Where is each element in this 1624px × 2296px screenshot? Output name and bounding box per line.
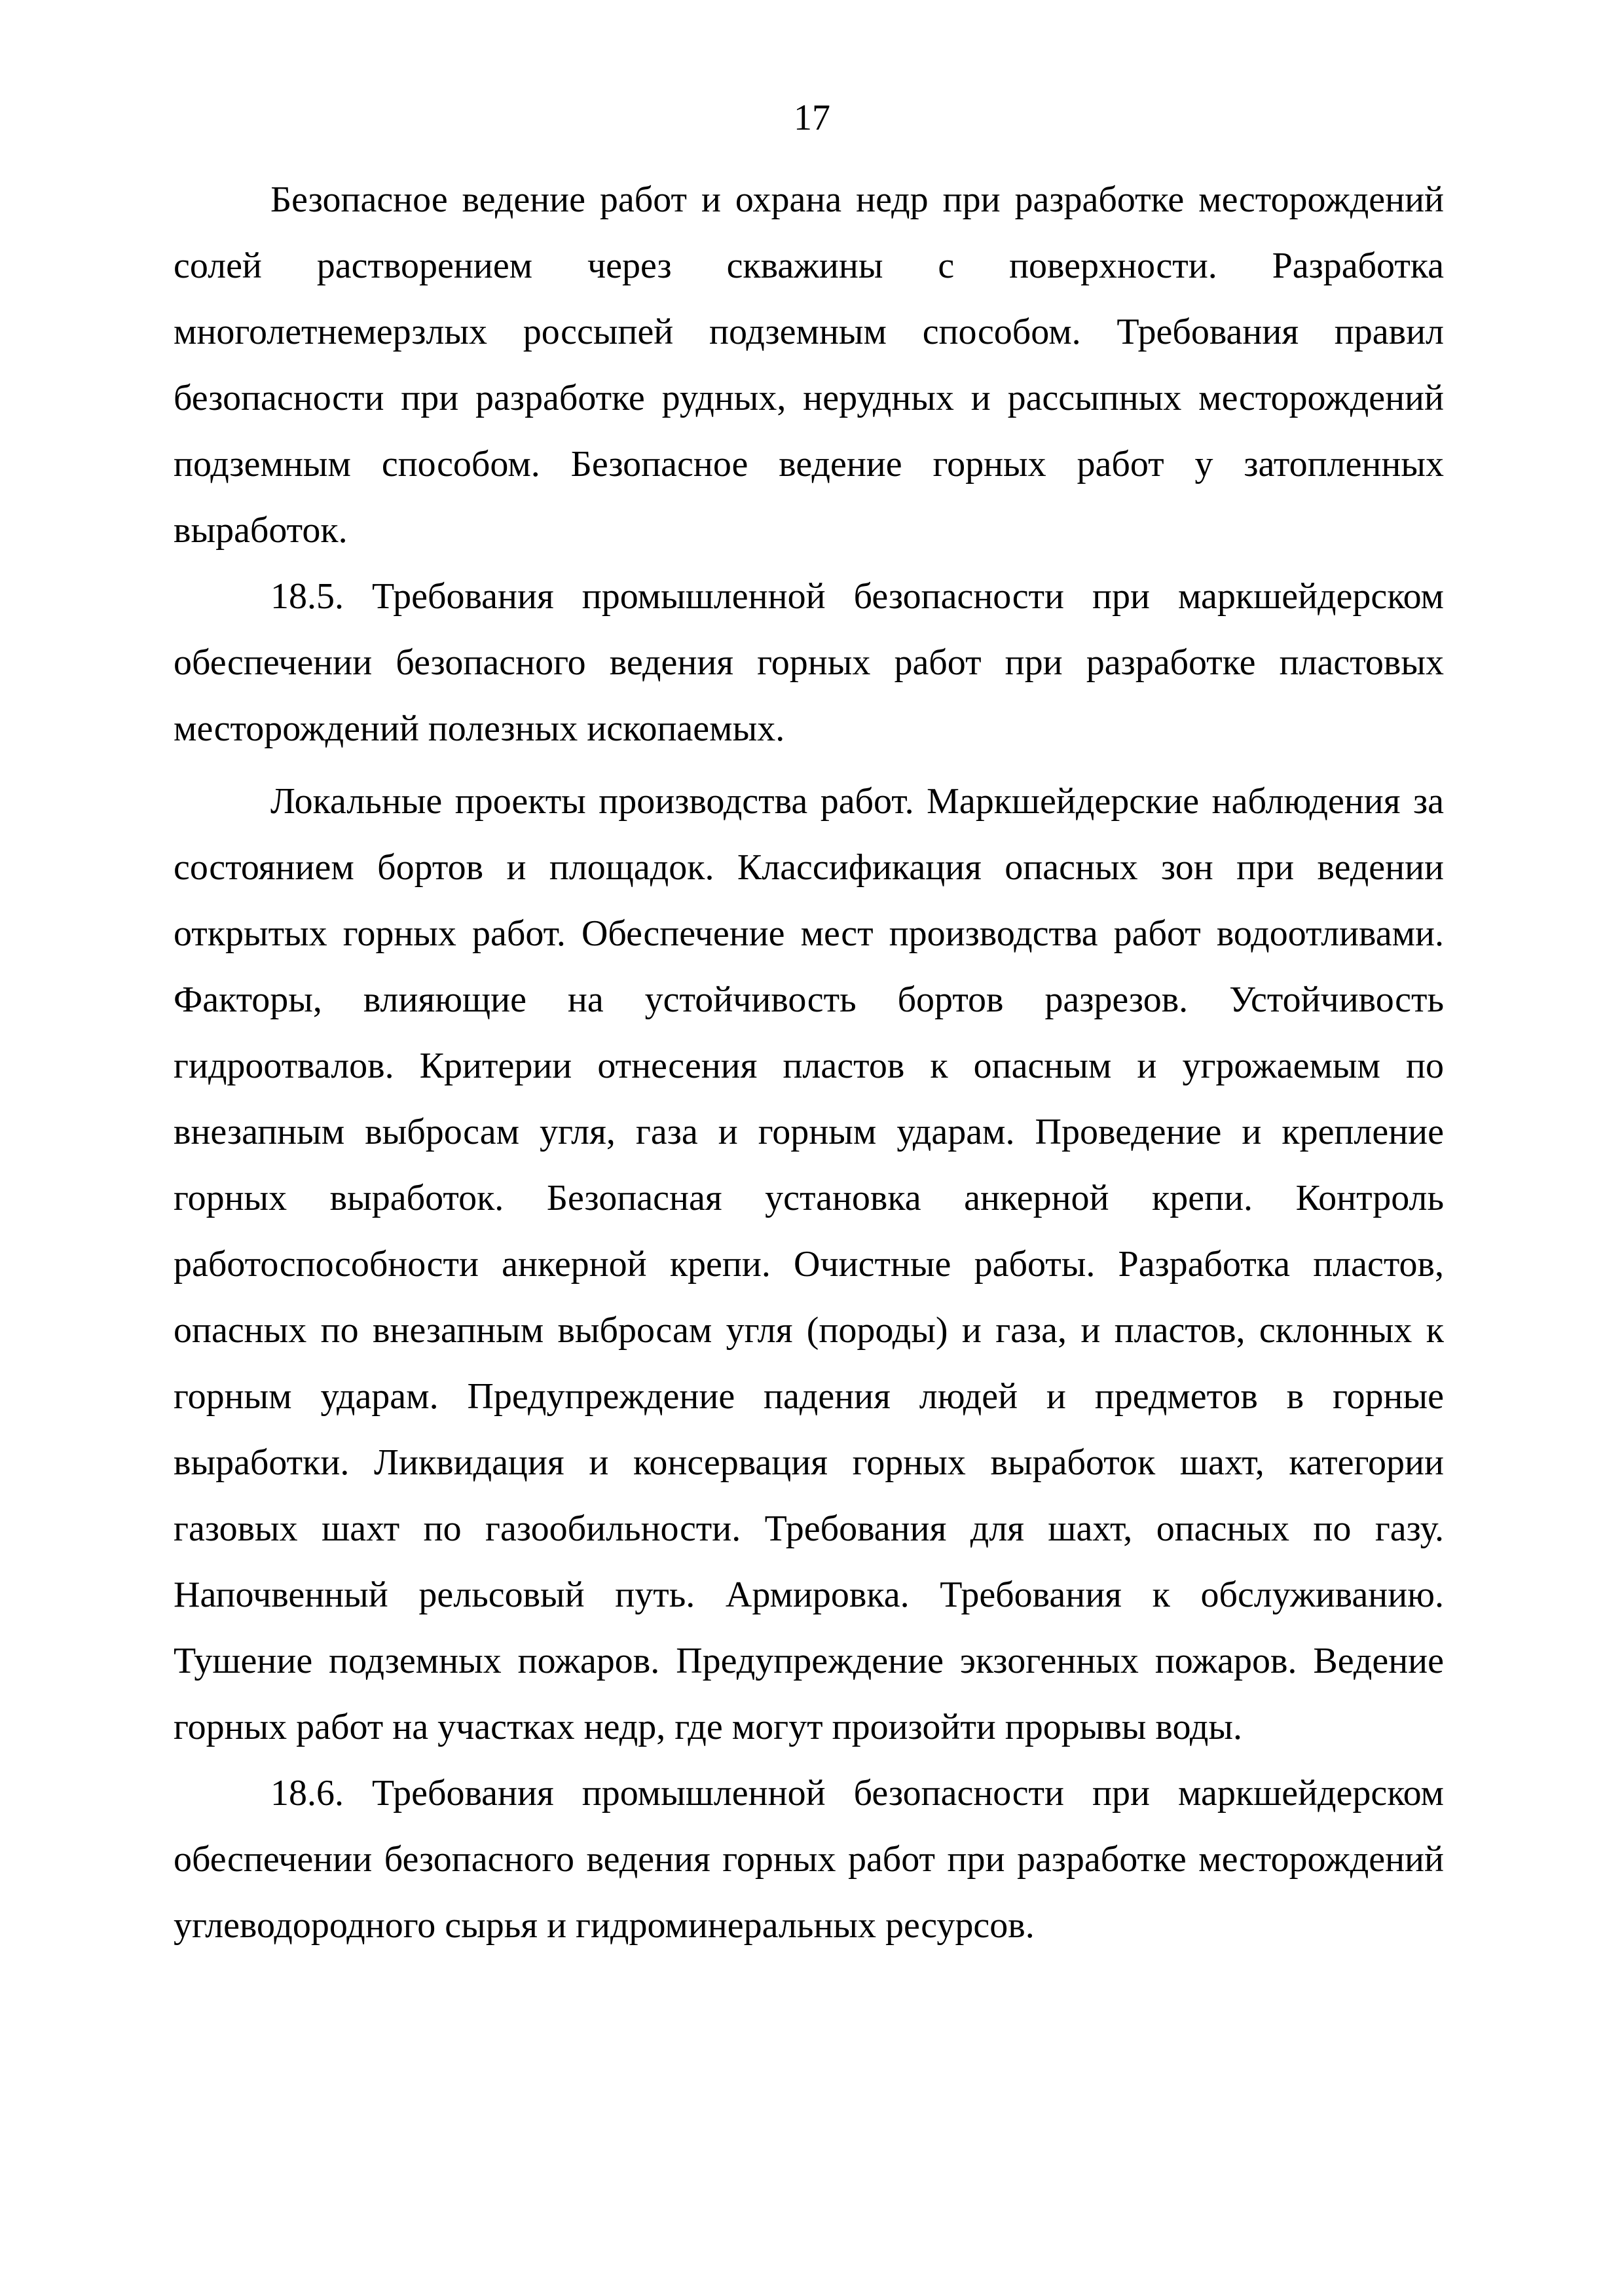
section-18-5-heading: 18.5. Требования промышленной безопасности при маркшейдерском обеспечении безопасного ведения горных работ при разработке пластовых месторождений полезных ископаемых.: [174, 576, 1444, 749]
section-18-6-heading: 18.6. Требования промышленной безопасности при маркшейдерском обеспечении безопасного ведения горных работ при разработке месторождений углеводородного сырья и гидроминеральных ресурсов.: [174, 1773, 1444, 1946]
paragraph-mining-safety: Безопасное ведение работ и охрана недр при разработке месторождений солей растворением через скважины с поверхности. Разработка многолетнемерзлых россыпей подземным способом. Требования правил безопасности при разработке рудных, нерудных и рассыпных месторождений подземным способом. Безопасное ведение горных работ у затопленных выработок.: [174, 179, 1444, 551]
paragraph-local-projects: Локальные проекты производства работ. Маркшейдерские наблюдения за состоянием бортов и площадок. Классификация опасных зон при ведении открытых горных работ. Обеспечение мест производства работ водоотливами. Факторы, влияющие на устойчивость бортов разрезов. Устойчивость гидроотвалов. Критерии отнесения пластов к опасным и угрожаемым по внезапным выбросам угля, газа и горным ударам. Проведение и крепление горных выработок. Безопасная установка анкерной крепи. Контроль работоспособности анкерной крепи. Очистные работы. Разработка пластов, опасных по внезапным выбросам угля (породы) и газа, и пластов, склонных к горным ударам. Предупреждение падения людей и предметов в горные выработки. Ликвидация и консервация горных выработок шахт, категории газовых шахт по газообильности. Требования для шахт, опасных по газу. Напочвенный рельсовый путь. Армировка. Требования к обслуживанию. Тушение подземных пожаров. Предупреждение экзогенных пожаров. Ведение горных работ на участках недр, где могут произойти прорывы воды.: [174, 781, 1444, 1747]
page-number: 17: [794, 98, 830, 138]
body-text: [174, 167, 1444, 1959]
